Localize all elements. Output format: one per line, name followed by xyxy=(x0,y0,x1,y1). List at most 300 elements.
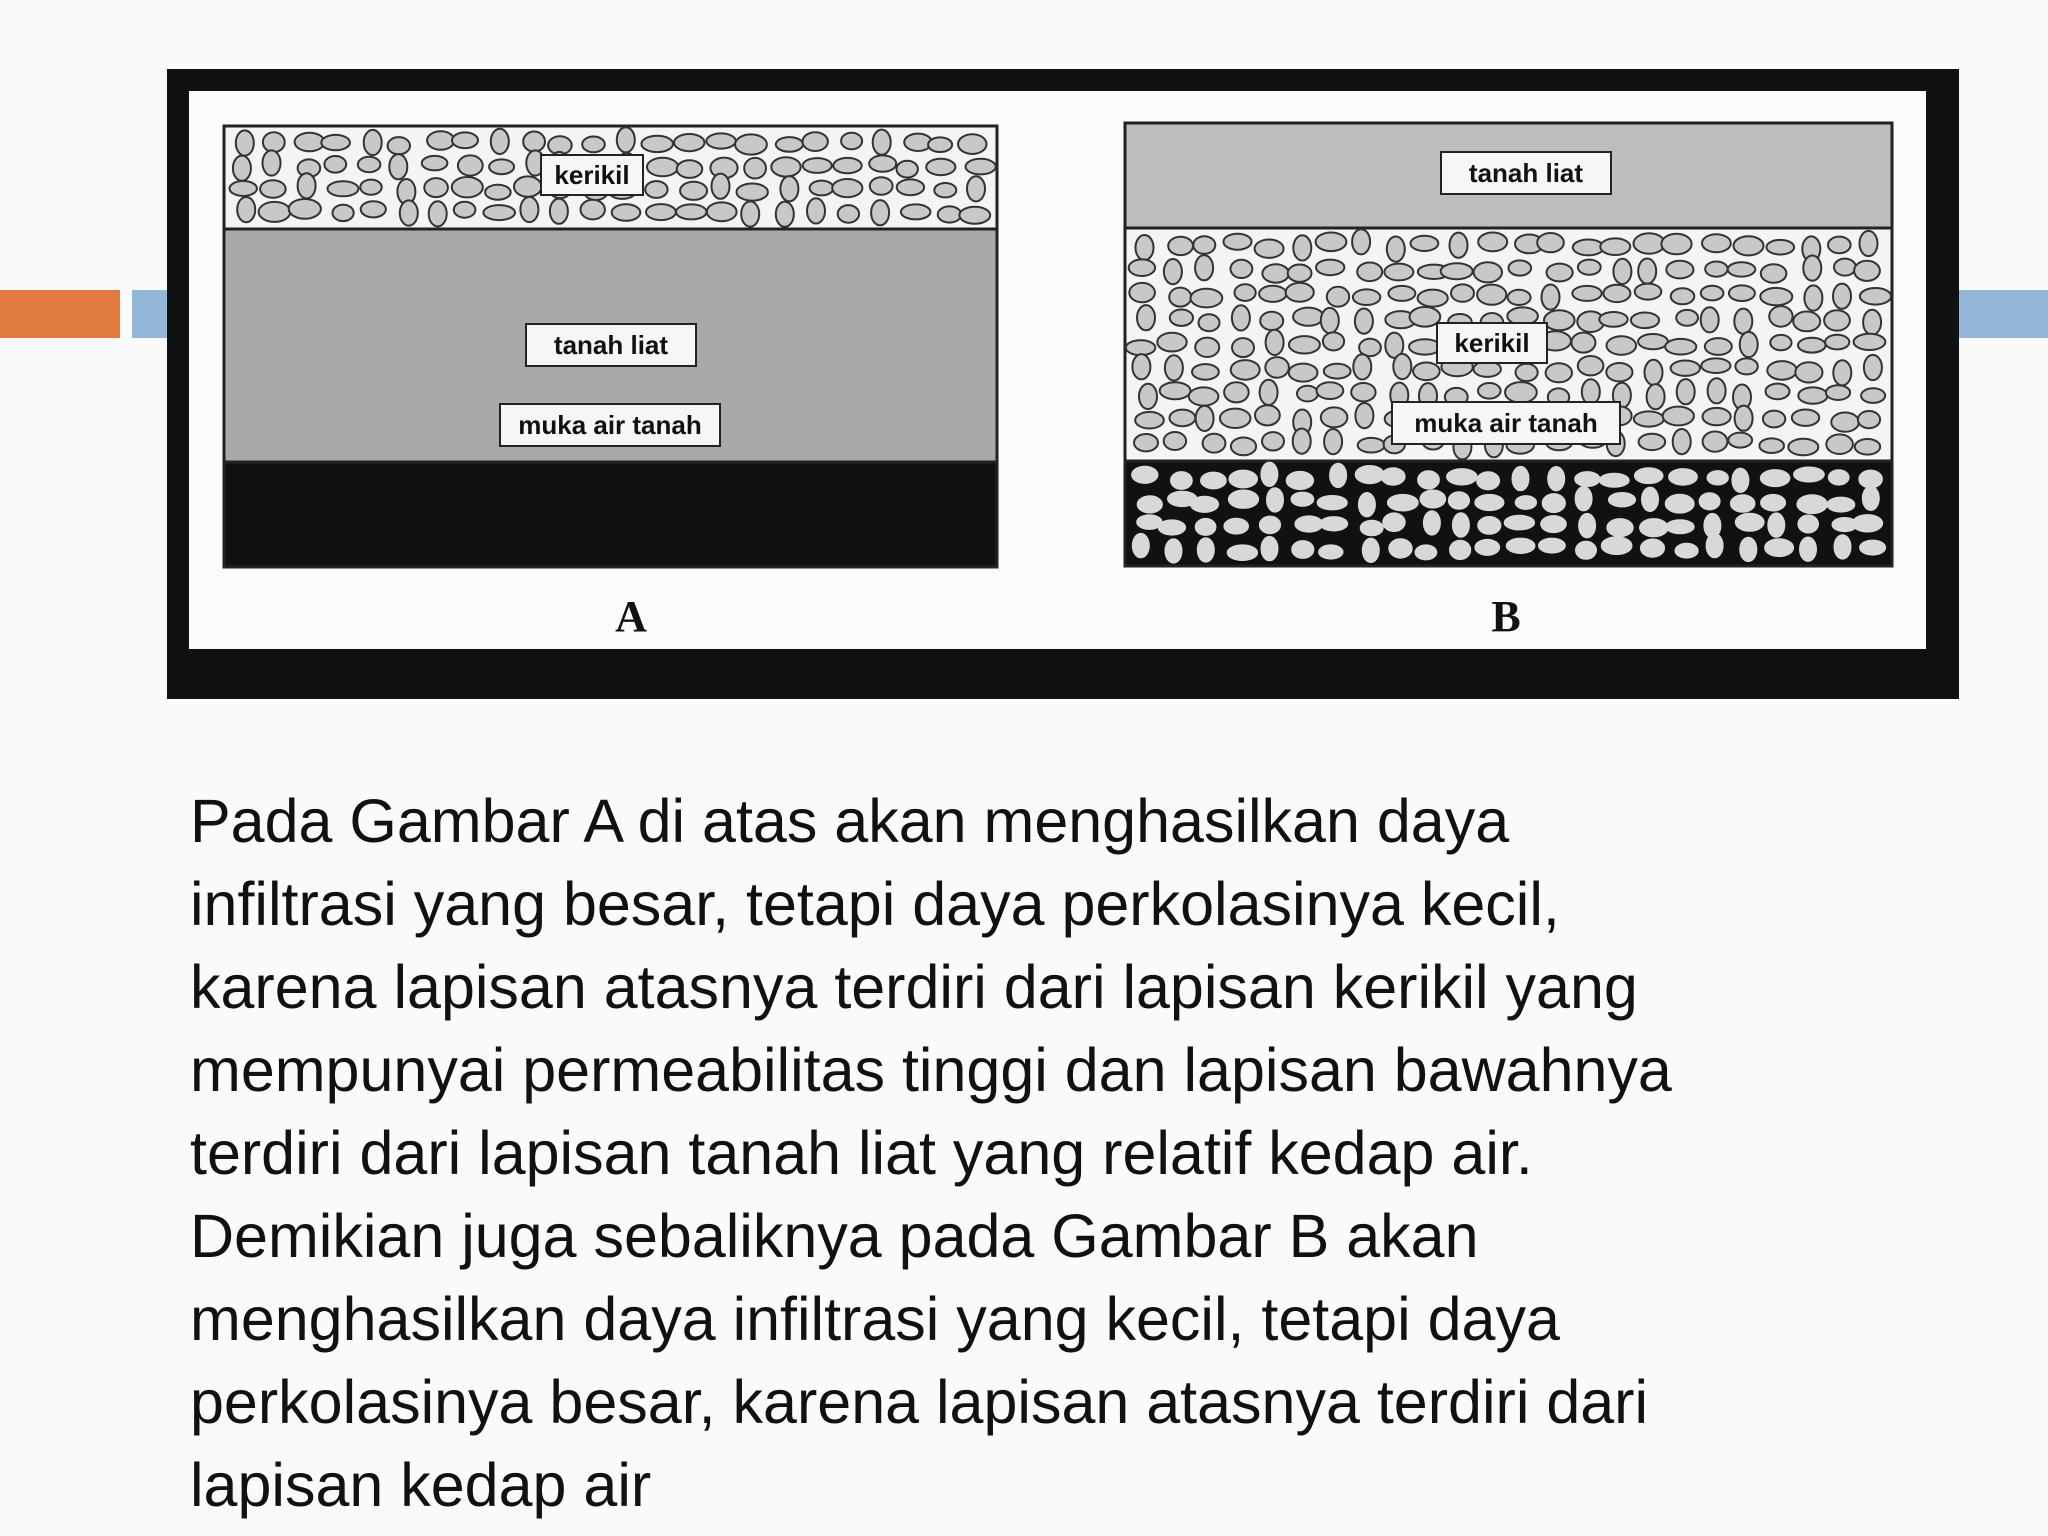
pebble xyxy=(1858,411,1880,428)
pebble xyxy=(1330,464,1346,487)
pebble xyxy=(328,181,359,196)
pebble xyxy=(1641,540,1664,557)
pebble xyxy=(1602,537,1632,554)
pebble xyxy=(295,133,325,152)
pebble xyxy=(1705,262,1727,277)
pebble xyxy=(263,132,285,152)
pebble xyxy=(1576,542,1596,559)
pebble xyxy=(832,179,862,197)
pebble xyxy=(1166,539,1182,562)
pebble xyxy=(1767,240,1795,255)
pebble xyxy=(1260,380,1278,405)
pebble xyxy=(1477,285,1506,305)
pebble xyxy=(1361,521,1383,536)
pebble xyxy=(967,176,985,201)
pebble xyxy=(1201,473,1226,489)
pebble xyxy=(1195,338,1219,357)
pebble xyxy=(1735,406,1753,431)
accent-bar-blue-right xyxy=(1955,290,2048,338)
pebble xyxy=(1578,260,1601,275)
pebble xyxy=(1418,471,1439,488)
pebble xyxy=(1673,429,1691,454)
pebble xyxy=(1319,545,1342,558)
pebble xyxy=(1795,362,1822,382)
pebble xyxy=(1224,519,1248,534)
pebble xyxy=(1159,520,1185,534)
pebble xyxy=(1323,332,1344,350)
pebble xyxy=(897,179,924,195)
pebble xyxy=(1232,305,1250,330)
pebble xyxy=(901,204,931,219)
pebble xyxy=(1828,498,1855,512)
pebble xyxy=(1708,471,1728,484)
pebble xyxy=(1702,234,1731,252)
pebble xyxy=(870,177,893,194)
pebble xyxy=(707,202,737,221)
panel-a-aquifer-layer xyxy=(224,462,997,567)
pebble xyxy=(1389,539,1411,557)
pebble xyxy=(1478,517,1500,534)
pebble xyxy=(1352,229,1370,254)
pebble xyxy=(1579,514,1595,537)
pebble xyxy=(1831,413,1859,432)
pebble xyxy=(1196,519,1216,535)
soil-layers-figure xyxy=(167,69,1959,699)
pebble xyxy=(1701,286,1724,301)
pebble xyxy=(1418,290,1448,307)
text-line: Demikian juga sebaliknya pada Gambar B akan xyxy=(190,1202,1479,1270)
pebble xyxy=(1132,467,1157,483)
pebble xyxy=(1631,313,1659,329)
pebble xyxy=(1160,382,1191,399)
pebble xyxy=(1413,363,1440,381)
pebble xyxy=(1505,382,1537,403)
pebble xyxy=(582,137,605,153)
pebble xyxy=(520,197,538,222)
pebble xyxy=(803,158,832,173)
pebble xyxy=(1228,545,1257,560)
pebble xyxy=(1133,534,1149,557)
pebble xyxy=(1170,410,1196,427)
pebble xyxy=(1759,438,1784,453)
pebble xyxy=(674,134,704,151)
pebble xyxy=(1224,234,1252,250)
pebble xyxy=(1351,383,1375,401)
pebble xyxy=(1765,539,1793,556)
pebble xyxy=(230,181,257,196)
pebble xyxy=(1266,330,1284,355)
accent-bar-orange xyxy=(0,290,120,338)
pebble xyxy=(1803,256,1821,281)
panel-a-letter: A xyxy=(615,592,647,641)
pebble xyxy=(1327,287,1349,307)
pebble xyxy=(1318,496,1347,509)
pebble xyxy=(1634,411,1664,426)
pebble xyxy=(1798,516,1818,533)
pebble xyxy=(1353,289,1380,305)
pebble xyxy=(838,205,859,223)
pebble xyxy=(364,130,382,155)
pebble xyxy=(1363,539,1379,562)
pebble xyxy=(1126,340,1155,355)
text-line: mempunyai permeabilitas tinggi dan lapisan bawahnya xyxy=(190,1036,1672,1104)
pebble xyxy=(1671,361,1700,376)
pebble xyxy=(1297,386,1318,402)
pebble xyxy=(1728,433,1752,448)
pebble xyxy=(289,199,321,219)
pebble xyxy=(263,150,281,175)
pebble xyxy=(388,137,410,154)
pebble xyxy=(1169,288,1191,307)
pebble xyxy=(1189,387,1219,405)
pebble xyxy=(1861,388,1885,403)
pebble xyxy=(1728,262,1756,276)
pebble xyxy=(1767,361,1796,380)
pebble xyxy=(1669,469,1697,485)
pebble xyxy=(1638,334,1668,349)
pebble xyxy=(1793,312,1820,332)
pebble xyxy=(1513,467,1529,490)
pebble xyxy=(1388,495,1418,511)
pebble xyxy=(1191,289,1223,308)
pebble xyxy=(1835,535,1851,558)
pebble xyxy=(735,134,767,154)
pebble xyxy=(1516,364,1538,381)
pebble xyxy=(1265,357,1289,378)
pebble xyxy=(1357,263,1382,282)
pebble xyxy=(1192,364,1219,380)
pebble xyxy=(1289,336,1320,353)
pebble xyxy=(452,132,478,148)
pebble xyxy=(1729,285,1755,301)
pebble xyxy=(1537,233,1564,252)
pebble xyxy=(1424,511,1440,534)
pebble xyxy=(1196,406,1214,431)
pebble xyxy=(483,205,515,220)
pebble xyxy=(1164,259,1182,284)
pebble xyxy=(1255,405,1280,425)
pebble xyxy=(1635,284,1662,300)
pebble xyxy=(1676,310,1698,326)
pebble xyxy=(491,129,509,154)
pebble xyxy=(841,133,862,150)
pebble xyxy=(1582,379,1600,404)
pebble xyxy=(523,132,545,152)
pebble xyxy=(1740,538,1756,561)
pebble xyxy=(1854,334,1886,350)
pebble xyxy=(1600,474,1629,487)
pebble xyxy=(1129,259,1155,276)
pebble xyxy=(1792,410,1819,426)
pebble xyxy=(1507,539,1535,553)
pebble xyxy=(1666,261,1693,279)
pebble xyxy=(1634,233,1665,253)
pebble xyxy=(233,156,251,181)
pebble xyxy=(645,181,667,198)
pebble xyxy=(1359,493,1375,516)
pebble xyxy=(1853,515,1882,531)
pebble xyxy=(612,204,641,221)
pebble xyxy=(928,137,952,152)
pebble xyxy=(966,159,996,175)
pebble xyxy=(1505,516,1534,530)
pebble xyxy=(1833,284,1851,309)
pebble xyxy=(1731,495,1755,512)
pebble xyxy=(1703,408,1731,425)
pebble xyxy=(1640,519,1668,536)
text-line: infiltrasi yang besar, tetapi daya perkolasinya kecil, xyxy=(190,870,1560,938)
pebble xyxy=(1289,364,1318,382)
pebble xyxy=(776,202,794,227)
panel-b xyxy=(1125,123,1892,641)
pebble xyxy=(1293,235,1311,260)
pebble xyxy=(1666,520,1693,533)
pebble xyxy=(1599,312,1627,327)
pebble xyxy=(1387,237,1405,262)
pebble xyxy=(1600,238,1630,255)
pebble xyxy=(1708,378,1726,403)
pebble xyxy=(1231,438,1256,456)
pebble xyxy=(1450,541,1470,559)
pebble xyxy=(833,158,861,173)
accent-bar-blue-left xyxy=(132,290,172,338)
pebble xyxy=(1639,434,1666,450)
pebble xyxy=(1138,496,1162,512)
pebble xyxy=(1635,468,1663,483)
pebble xyxy=(1292,493,1314,506)
pebble xyxy=(260,180,286,198)
pebble xyxy=(1132,354,1150,379)
pebble xyxy=(1157,333,1186,352)
pebble xyxy=(1420,491,1445,508)
pebble xyxy=(321,135,350,150)
pebble xyxy=(1544,310,1575,330)
figure-canvas xyxy=(189,91,1926,649)
pebble xyxy=(1732,469,1748,492)
pebble xyxy=(1203,434,1226,453)
pebble xyxy=(1262,264,1289,282)
pebble xyxy=(1763,411,1785,428)
pebble xyxy=(780,176,798,201)
pebble xyxy=(959,207,990,224)
pebble xyxy=(1224,382,1249,402)
pebble xyxy=(1165,355,1183,380)
pebble xyxy=(1768,513,1784,536)
pebble xyxy=(1607,519,1632,536)
pebble xyxy=(676,204,707,219)
pebble xyxy=(1261,463,1277,486)
pebble xyxy=(869,155,896,171)
pebble xyxy=(1761,495,1785,511)
pebble xyxy=(1324,364,1351,379)
pebble xyxy=(1705,338,1732,355)
pebble xyxy=(1700,493,1720,509)
pebble xyxy=(1769,306,1792,327)
pebble xyxy=(807,198,825,223)
pebble xyxy=(333,205,354,221)
pebble xyxy=(1663,407,1694,426)
pebble xyxy=(454,202,476,218)
pebble xyxy=(1826,385,1850,400)
pebble xyxy=(1736,514,1764,531)
pebble xyxy=(1259,286,1286,302)
pebble xyxy=(1255,240,1284,258)
pebble xyxy=(237,197,255,222)
pebble xyxy=(1833,360,1851,385)
pebble xyxy=(871,200,889,225)
pebble xyxy=(1324,429,1342,454)
pebble xyxy=(1411,236,1439,251)
pebble xyxy=(1701,358,1730,373)
pebble xyxy=(358,157,381,172)
pebble xyxy=(1860,231,1878,256)
pebble xyxy=(581,200,605,220)
panel-b-water-table-label: muka air tanah xyxy=(1414,408,1598,438)
pebble xyxy=(1198,538,1214,561)
pebble xyxy=(1383,513,1404,531)
pebble xyxy=(1229,471,1257,488)
pebble xyxy=(1761,470,1790,486)
pebble xyxy=(1232,338,1254,357)
text-line: karena lapisan atasnya terdiri dari lapisan kerikil yang xyxy=(190,953,1638,1021)
pebble xyxy=(1388,286,1415,301)
pebble xyxy=(1474,262,1502,282)
pebble xyxy=(1701,307,1719,332)
pebble xyxy=(1409,339,1441,354)
soil-diagram-svg xyxy=(189,91,1926,649)
pebble xyxy=(1195,255,1213,280)
pebble xyxy=(1516,496,1536,509)
pebble xyxy=(1609,493,1635,506)
pebble xyxy=(1451,284,1474,301)
pebble xyxy=(458,155,483,175)
pebble xyxy=(680,182,707,200)
pebble xyxy=(1355,309,1373,334)
pebble xyxy=(1645,360,1663,385)
pebble xyxy=(489,159,514,174)
pebble xyxy=(389,154,407,179)
pebble xyxy=(1798,387,1827,403)
pebble xyxy=(926,159,955,175)
pebble xyxy=(1449,492,1469,509)
pebble xyxy=(1191,497,1218,512)
pebble xyxy=(617,127,635,152)
pebble xyxy=(1453,513,1469,536)
pebble xyxy=(259,202,291,222)
pebble xyxy=(1665,339,1696,355)
pebble xyxy=(1287,472,1313,489)
pebble xyxy=(1547,264,1573,282)
pebble xyxy=(1267,488,1283,511)
pebble xyxy=(1541,516,1566,532)
pebble xyxy=(810,181,834,196)
pebble xyxy=(424,178,448,197)
pebble xyxy=(1863,310,1881,335)
pebble xyxy=(1450,233,1468,258)
pebble xyxy=(1353,354,1371,379)
pebble xyxy=(897,161,918,178)
pebble xyxy=(1860,288,1891,305)
pebble xyxy=(1231,260,1253,278)
pebble xyxy=(1478,233,1507,252)
pebble xyxy=(1828,237,1851,254)
pebble xyxy=(1834,259,1856,276)
pebble xyxy=(1262,537,1278,560)
pebble xyxy=(1321,407,1348,427)
pebble xyxy=(706,133,735,148)
pebble xyxy=(324,156,346,173)
pebble xyxy=(1798,338,1826,353)
pebble xyxy=(1864,355,1882,380)
pebble xyxy=(1320,517,1347,530)
pebble xyxy=(1508,290,1531,305)
pebble xyxy=(1707,534,1723,557)
pebble xyxy=(1761,264,1787,283)
pebble xyxy=(1356,466,1384,483)
pebble xyxy=(1760,288,1792,305)
pebble xyxy=(1134,434,1158,451)
pebble xyxy=(514,176,542,196)
pebble xyxy=(1766,384,1790,400)
pebble xyxy=(1475,540,1499,555)
pebble xyxy=(1288,265,1312,282)
panel-a-water-table-label: muka air tanah xyxy=(518,410,702,440)
pebble xyxy=(1642,488,1658,511)
pebble xyxy=(771,157,800,176)
pebble xyxy=(1661,234,1691,255)
pebble xyxy=(1477,472,1499,489)
pebble xyxy=(1734,309,1752,334)
panel-a-kerikil-label: kerikil xyxy=(554,160,630,190)
pebble xyxy=(1613,259,1631,284)
pebble xyxy=(1509,260,1532,275)
pebble xyxy=(938,206,962,222)
text-line: Pada Gambar A di atas akan menghasilkan daya xyxy=(190,787,1510,855)
pebble xyxy=(452,177,483,197)
pebble xyxy=(1676,544,1698,558)
pebble xyxy=(1447,469,1477,484)
pebble xyxy=(485,185,511,200)
pebble xyxy=(1734,236,1764,255)
pebble xyxy=(1800,538,1816,561)
pebble xyxy=(1231,360,1260,380)
pebble xyxy=(1855,439,1880,455)
pebble xyxy=(400,200,418,225)
panel-a xyxy=(224,126,997,641)
pebble xyxy=(1770,335,1791,350)
pebble xyxy=(1478,383,1501,399)
pebble xyxy=(1441,263,1473,279)
pebble xyxy=(1170,310,1193,326)
pebble xyxy=(1677,379,1695,404)
text-line: perkolasinya besar, karena lapisan atasnya terdiri dari xyxy=(190,1368,1649,1436)
pebble xyxy=(1740,332,1758,357)
pebble xyxy=(1671,288,1695,304)
pebble xyxy=(1571,333,1595,353)
pebble xyxy=(1295,516,1322,531)
pebble xyxy=(1410,307,1441,327)
pebble xyxy=(958,134,986,154)
pebble xyxy=(1578,356,1604,375)
panel-b-letter: B xyxy=(1491,592,1521,641)
pebble xyxy=(934,183,956,197)
panel-b-kerikil-label: kerikil xyxy=(1454,328,1530,358)
pebble xyxy=(1393,354,1411,379)
pebble xyxy=(1543,494,1565,512)
explanation-paragraph xyxy=(190,780,1970,1527)
pebble xyxy=(298,173,316,198)
panel-a-clay-label: tanah liat xyxy=(553,330,669,360)
